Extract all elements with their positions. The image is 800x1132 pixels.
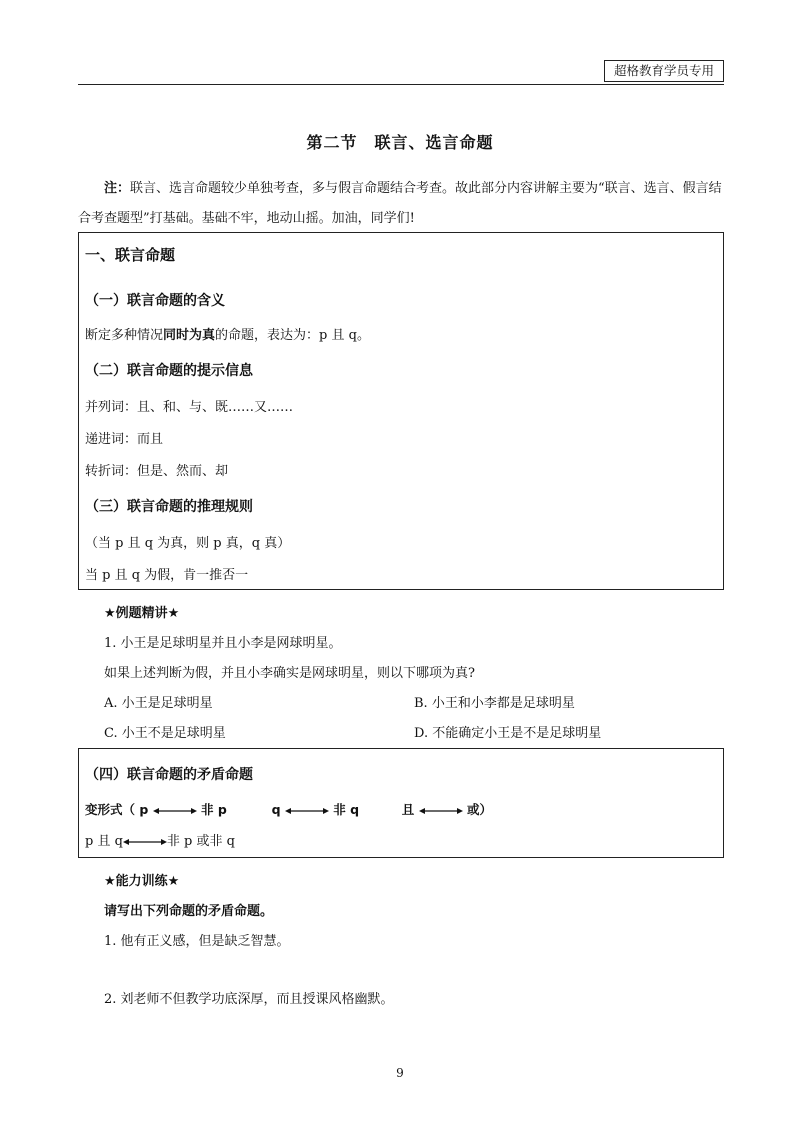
definition-text-after: 的命题，表达为：p 且 q。	[215, 328, 370, 343]
heading-conjunctive-proposition: 一、联言命题	[85, 246, 176, 264]
practice-item-2: 2. 刘老师不但教学功底深厚，而且授课风格幽默。	[104, 992, 394, 1007]
header-rule	[78, 84, 724, 85]
variant-label: 变形式（	[85, 802, 136, 817]
note-text: 联言、选言命题较少单独考查，多与假言命题结合考查。故此部分内容讲解主要为“联言、选言、假言结合考查题型”打基础。基础不牢，地动山摇。加油，同学们!	[78, 181, 722, 226]
rule-line-false: 当 p 且 q 为假，肯一推否一	[85, 568, 249, 583]
example-question: 1. 小王是足球明星并且小李是网球明星。	[104, 636, 342, 651]
variant-pair-p-left: p	[139, 802, 149, 817]
example-title: ★例题精讲★	[104, 606, 180, 621]
contradiction-formula-line	[85, 830, 235, 849]
cue-line-contrast: 转折词：但是、然而、却	[85, 464, 229, 479]
variant-formula-line	[85, 800, 492, 818]
formula-left: p 且 q	[85, 834, 123, 849]
subheading-definition: （一）联言命题的含义	[85, 293, 225, 309]
option-a[interactable]: A. 小王是足球明星	[104, 696, 213, 711]
rule-line-true: （当 p 且 q 为真，则 p 真，q 真）	[85, 536, 291, 551]
section-title: 第二节 联言、选言命题	[306, 133, 494, 152]
example-prompt: 如果上述判断为假，并且小李确实是网球明星，则以下哪项为真?	[104, 666, 475, 681]
cue-line-parallel: 并列词：且、和、与、既……又……	[85, 400, 294, 415]
definition-text-before: 断定多种情况	[85, 328, 164, 343]
note-label: 注：	[104, 181, 131, 196]
variant-pair-and-right: 或）	[467, 802, 493, 817]
definition-text	[85, 324, 370, 343]
double-arrow-icon	[419, 806, 463, 816]
variant-pair-and-left: 且	[401, 802, 415, 817]
cue-line-progressive: 递进词：而且	[85, 432, 164, 447]
subheading-contradiction: （四）联言命题的矛盾命题	[85, 767, 253, 783]
page-number: 9	[396, 1066, 404, 1080]
practice-item-1: 1. 他有正义感，但是缺乏智慧。	[104, 934, 290, 949]
double-arrow-icon	[123, 837, 167, 847]
practice-title: ★能力训练★	[104, 874, 180, 889]
option-c[interactable]: C. 小王不是足球明星	[104, 726, 226, 741]
variant-pair-p-right: 非 p	[201, 802, 227, 817]
header-stamp: 超格教育学员专用	[604, 60, 724, 82]
variant-pair-q-right: 非 q	[333, 802, 360, 817]
formula-right: 非 p 或非 q	[166, 834, 235, 849]
double-arrow-icon	[285, 806, 329, 816]
definition-text-emphasis: 同时为真	[163, 328, 216, 343]
subheading-cue-words: （二）联言命题的提示信息	[85, 363, 253, 379]
practice-instruction: 请写出下列命题的矛盾命题。	[104, 904, 274, 919]
option-d[interactable]: D. 不能确定小王是不是足球明星	[414, 726, 602, 741]
subheading-inference-rules: （三）联言命题的推理规则	[85, 499, 253, 515]
variant-pair-q-left: q	[271, 802, 281, 817]
option-b[interactable]: B. 小王和小李都是足球明星	[414, 696, 575, 711]
double-arrow-icon	[153, 806, 197, 816]
note-paragraph	[78, 174, 724, 234]
